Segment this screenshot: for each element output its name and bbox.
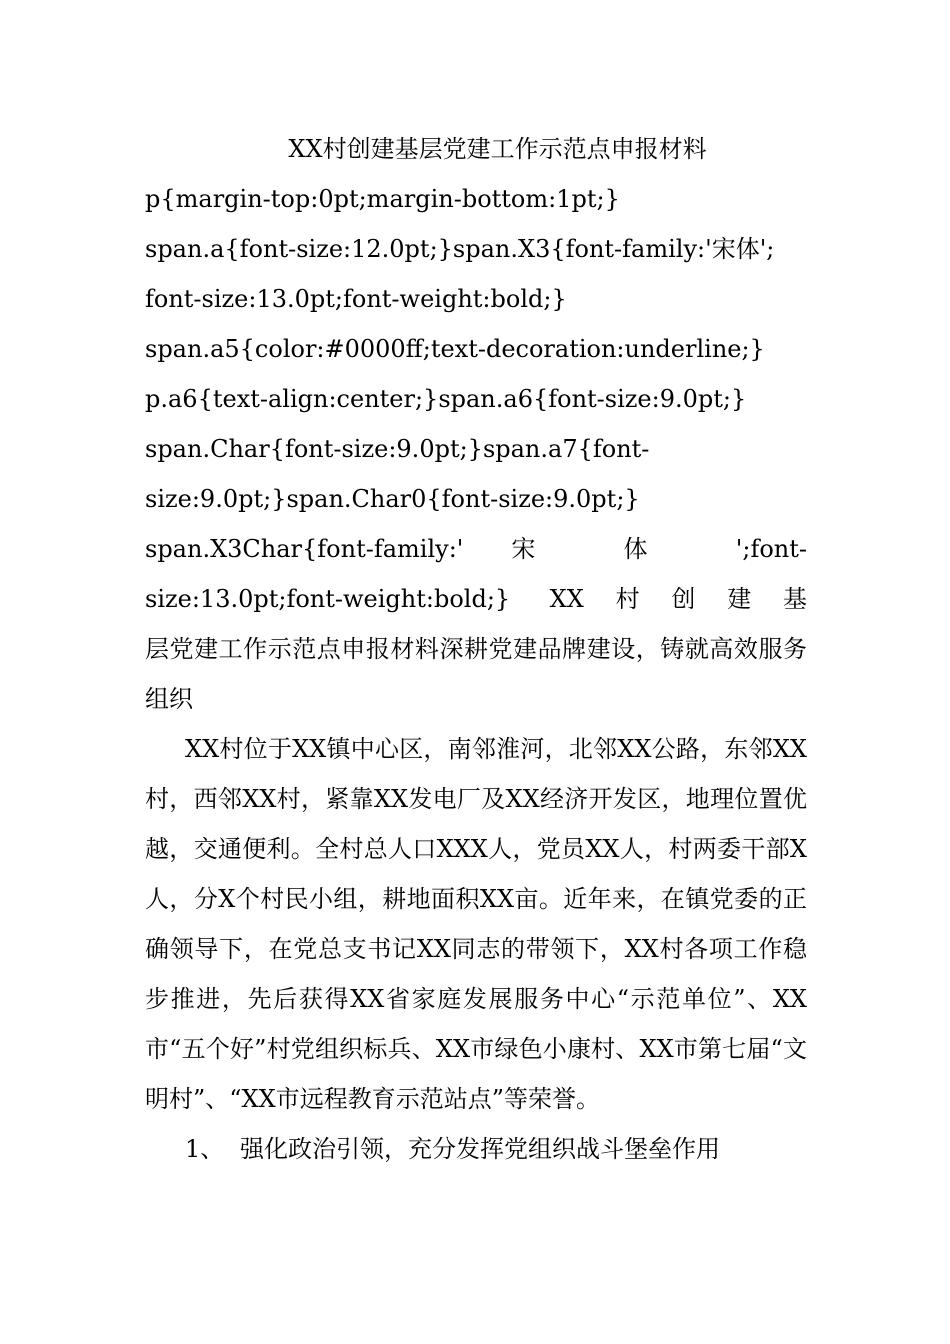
css-text-line-5: p.a6{text-align:center;}span.a6{font-size:9.0pt;} (145, 385, 747, 413)
section-number: 1、 (185, 1135, 225, 1163)
body-paragraph: XX村位于XX镇中心区，南邻淮河，北邻XX公路，东邻XX村，西邻XX村，紧靠XX发电厂及XX经济开发区，地理位置优越，交通便利。全村总人口XXX人，党员XX人，村两委干部X人，分X个村民小组，耕地面积XX亩。近年来，在镇党委的正确领导下，在党总支书记XX同志的带领下，XX村各项工作稳步推进，先后获得XX省家庭发展服务中心“示范单位”、XX市“五个好”村党组织标兵、XX市绿色小康村、XX市第七届“文明村”、“XX市远程教育示范站点”等荣誉。 (145, 735, 807, 1113)
css-text-line-4: span.a5{color:#0000ff;text-decoration:underline;} (145, 335, 765, 363)
section-heading-text: 强化政治引领，充分发挥党组织战斗堡垒作用 (240, 1135, 720, 1163)
css-text-line-9: size:13.0pt;font-weight:bold;} XX村创建基 (145, 585, 807, 613)
css-text-line-1: p{margin-top:0pt;margin-bottom:1pt;} (145, 185, 620, 213)
css-text-line-3: font-size:13.0pt;font-weight:bold;} (145, 285, 567, 313)
document-title: XX村创建基层党建工作示范点申报材料 (288, 135, 707, 163)
css-text-line-8: span.X3Char{font-family:' 宋 体 ';font- (145, 535, 807, 563)
document-content (145, 124, 807, 1174)
intro-tail-text: 层党建工作示范点申报材料深耕党建品牌建设，铸就高效服务组织 (145, 635, 807, 713)
css-text-line-7: size:9.0pt;}span.Char0{font-size:9.0pt;} (145, 485, 640, 513)
css-text-line-2: span.a{font-size:12.0pt;}span.X3{font-family:'宋体'; (145, 235, 775, 263)
css-text-line-6: span.Char{font-size:9.0pt;}span.a7{font- (145, 435, 650, 463)
section-heading-1 (145, 1124, 807, 1174)
